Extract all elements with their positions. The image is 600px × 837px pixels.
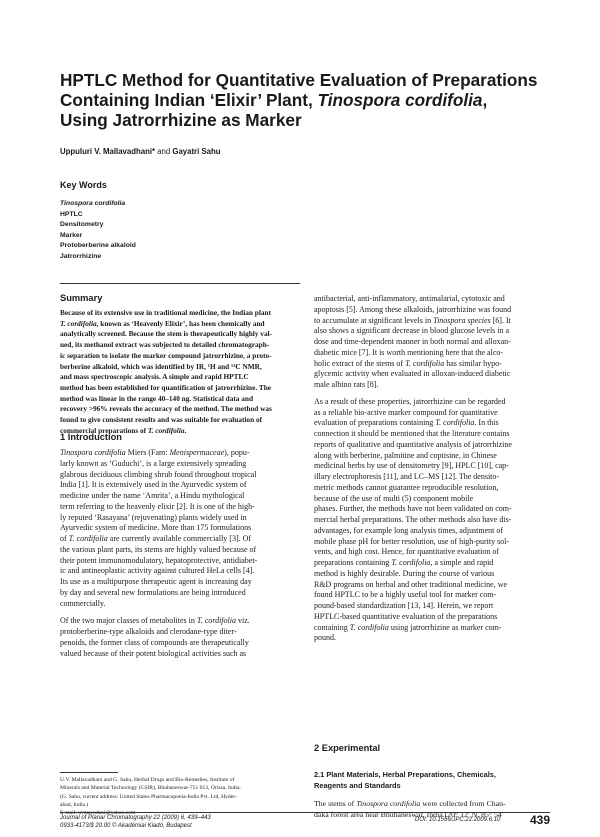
summary-line: berberine alkaloid, which was identified by IR, ¹H and ¹³C NMR, bbox=[60, 361, 262, 371]
subsection-heading-line: 2.1 Plant Materials, Herbal Preparations, Chemicals, bbox=[314, 770, 496, 779]
summary-line: method was linear in the range 40–140 ng. Statistical data and bbox=[60, 393, 254, 403]
summary-line: recovery >96% reveals the accuracy of the method. The method was bbox=[60, 404, 272, 414]
body-line: antibacterial, anti-inflammatory, antimalarial, cytotoxic and bbox=[314, 294, 505, 303]
body-line: pound. bbox=[314, 633, 336, 643]
summary-line: method has been established for quantification of jatrorrhizine. The bbox=[60, 382, 272, 392]
separator-rule bbox=[60, 283, 300, 284]
experimental-heading: 2 Experimental bbox=[314, 743, 381, 753]
title-line-2 bbox=[60, 90, 560, 110]
body-line: preparations containing T. cordifolia, a simple and rapid bbox=[314, 558, 494, 567]
intro-line: India [1]. It is extensively used in the Ayurvedic system of bbox=[60, 480, 247, 490]
body-line: HPTLC-based quantitative evaluation of the preparations bbox=[314, 611, 498, 621]
body-line: containing T. cordifolia using jatrorrhizine as marker com- bbox=[314, 622, 502, 632]
body-line: mobile phase pH for better resolution, use of high-purity sol- bbox=[314, 536, 510, 546]
footer-rule bbox=[60, 812, 550, 813]
affiliation-line: E-mail: uvmavadani@yahoo.com bbox=[60, 810, 136, 817]
summary-line: commercial preparations of T. cordifolia. bbox=[60, 425, 187, 435]
body-line: also shows a significant decrease in blood glucose levels in a bbox=[314, 326, 510, 336]
intro-line: Ayurvedic system of medicine. More than 175 formulations bbox=[60, 523, 252, 533]
intro-line: their potent immunomodulatory, hepatoprotective, antidiabet- bbox=[60, 555, 258, 565]
summary-line: analytically screened. Because the stem is therapeutically highly val- bbox=[60, 329, 273, 339]
author-list bbox=[60, 147, 220, 156]
affiliation-line: Minerals and Material Technology (CSIR), Bhubaneswar-751 013, Orissa, India. bbox=[60, 785, 241, 792]
journal-info bbox=[60, 814, 211, 830]
title-line-1: HPTLC Method for Quantitative Evaluation of Preparations bbox=[60, 70, 538, 90]
intro-line: ic and antineoplastic activity against cultured HeLa cells [4]. bbox=[60, 566, 255, 576]
body-line: connection it should be mentioned that the literature contains bbox=[314, 429, 510, 438]
author-separator: and bbox=[155, 147, 173, 156]
body-line: glycemic activity when evaluated in alloxan-induced diabetic bbox=[314, 369, 511, 379]
affiliation-line: (G. Sahu, current address: United States Pharmacopoeia-India Pvt. Ltd, Hyder- bbox=[60, 793, 237, 800]
body-line: evaluation of preparations containing T. cordifolia. In this bbox=[314, 418, 499, 428]
affiliation-line: abad, India.) bbox=[60, 801, 89, 808]
body-line: male albino rats [8]. bbox=[314, 380, 379, 389]
title-line-3: Using Jatrorrhizine as Marker bbox=[60, 110, 302, 130]
keyword-item: Densitometry bbox=[60, 221, 104, 228]
body-line: as a reliable bio-active marker compound for quantitative bbox=[314, 407, 498, 417]
body-line: advantages, for example long analysis times, adjustment of bbox=[314, 525, 504, 535]
intro-line: commercially. bbox=[60, 598, 106, 608]
footnote-rule bbox=[60, 772, 118, 773]
summary-line: ued, its methanol extract was subjected to detailed chromatograph- bbox=[60, 340, 270, 350]
body-line: holic extract of the stems of T. cordifolia has similar hypo- bbox=[314, 358, 502, 368]
page-number: 439 bbox=[530, 813, 551, 827]
body-line: illary electrophoresis [11], and LC–MS [12]. The densito- bbox=[314, 472, 500, 481]
title-species-name: Tinospora cordifolia bbox=[317, 90, 483, 110]
body-line: phases. Further, the methods have not been validated on com- bbox=[314, 504, 512, 514]
keyword-item: Jatrorrhizine bbox=[60, 252, 102, 260]
doi-text: DOI: 10.1556/JPC.22.2009.6.10 bbox=[415, 817, 501, 823]
body-line: method is highly desirable. During the course of various bbox=[314, 568, 495, 578]
summary-heading: Summary bbox=[60, 293, 103, 303]
keyword-item: HPTLC bbox=[60, 210, 83, 218]
intro-line: term referring to the heavenly elixir [2]. It is one of the high- bbox=[60, 501, 255, 511]
summary-line: ic separation to isolate the marker compound jatrorrhizine, a proto- bbox=[60, 350, 272, 360]
body-line: along with berberine, palmitine and coptisine, in Chinese bbox=[314, 450, 497, 460]
body-line: R&D programs on herbal and other traditional medicine, we bbox=[314, 579, 508, 589]
intro-line: of T. cordifolia are currently available commercially [3]. Of bbox=[60, 534, 252, 543]
article-title bbox=[60, 70, 560, 130]
introduction-heading: 1 Introduction bbox=[60, 432, 122, 442]
body-line: reports of qualitative and quantitative analysis of jatrorrhizine bbox=[314, 439, 512, 449]
body-line: apoptosis [5]. Among these alkaloids, jatrorrhizine was found bbox=[314, 304, 512, 314]
body-line: medicinal herbs by use of densitometry [9], HPLC [10], cap- bbox=[314, 461, 509, 471]
intro-line: penoids, the former class of compounds are therapeutically bbox=[60, 637, 249, 647]
intro-line: valued because of their potent biological activities such as bbox=[60, 648, 247, 658]
summary-line: found to give consistent results and was suitable for evaluation of bbox=[60, 415, 263, 425]
summary-line: and mass spectroscopic analysis. A simple and rapid HPTLC bbox=[60, 372, 249, 382]
body-line: mercial herbal preparations. The other methods also have dis- bbox=[314, 515, 512, 524]
body-line: because of the use of multi (5) component mobile bbox=[314, 493, 474, 503]
intro-line: ly reputed ‘Rasayana’ (rejuvenating) plants widely used in bbox=[60, 512, 247, 522]
keyword-item: Protoberberine alkaloid bbox=[60, 242, 136, 249]
intro-line: protoberberine-type alkaloids and clerodane-type diter- bbox=[60, 627, 237, 636]
author-1: Uppuluri V. Mallavadhani* bbox=[60, 147, 156, 156]
keyword-item: Marker bbox=[60, 231, 83, 239]
body-line: found HPTLC to be a highly useful tool for marker com- bbox=[314, 590, 497, 600]
body-line: daka forest area near Bhubaneswar, India (20° 12′ N, 85° 54′ bbox=[314, 809, 504, 819]
title-line-2-part-c: , bbox=[482, 90, 488, 110]
body-line: dose and time-dependent manner in both normal and alloxan- bbox=[314, 337, 511, 346]
keywords-heading: Key Words bbox=[60, 180, 107, 190]
right-column-text bbox=[314, 294, 550, 644]
subsection-heading-line: Reagents and Standards bbox=[314, 780, 401, 790]
intro-line: medicine under the name ‘Amrita’, a Hindu mythological bbox=[60, 491, 245, 500]
summary-line: Because of its extensive use in traditional medicine, the Indian plant bbox=[60, 308, 272, 317]
body-line: vents, and high cost. Hence, for quantitative evaluation of bbox=[314, 547, 500, 557]
intro-line: Its use as a multipurpose therapeutic agent is increasing day bbox=[60, 577, 252, 586]
subsection-heading bbox=[314, 770, 496, 791]
keyword-item: Tinospora cordifolia bbox=[60, 200, 126, 207]
intro-line: glabrous deciduous climbing shrub found throughout tropical bbox=[60, 469, 257, 479]
summary-text bbox=[60, 308, 300, 436]
body-line: to accumulate at significant levels in Tinospora species [6]. It bbox=[314, 315, 511, 325]
intro-line: the various plant parts, its stems are highly valued because of bbox=[60, 544, 257, 554]
intro-line: by day and several new formulations are being introduced bbox=[60, 587, 246, 597]
journal-copyright: 0933-4173/$ 20.00 © Akadémiai Kiadó, Budapest bbox=[60, 823, 192, 829]
body-line: As a result of these properties, jatrorrhizine can be regarded bbox=[314, 396, 506, 406]
intro-line: Tinospora cordifolia Miers (Fam: Menispermaceae), popu- bbox=[60, 448, 250, 457]
affiliation-line: U.V. Mallavadhani and G. Sahu, Herbal Drugs and Bio-Remedies, Institute of bbox=[60, 777, 235, 783]
journal-citation: Journal of Planar Chromatography 22 (2009) 6, 439–443 bbox=[60, 815, 211, 821]
body-line: metric methods cannot guarantee reproducible resolution, bbox=[314, 482, 499, 492]
body-line: pound-based standardization [13, 14]. Herein, we report bbox=[314, 601, 494, 610]
summary-line: T. cordifolia, known as ‘Heavenly Elixir’, has been chemically and bbox=[60, 318, 265, 328]
intro-line: larly known as ‘Guduchi’, is a large extensively spreading bbox=[60, 458, 247, 468]
author-2: Gayatri Sahu bbox=[172, 147, 221, 156]
body-line: diabetic mice [7]. It is worth mentioning here that the alco- bbox=[314, 347, 504, 357]
intro-line: Of the two major classes of metabolites in T. cordifolia viz. bbox=[60, 616, 250, 626]
body-line: The stems of Tinospora cordifolia were collected from Chan- bbox=[314, 799, 506, 808]
title-line-2-part-a: Containing Indian ‘Elixir’ Plant, bbox=[60, 90, 318, 110]
keywords-list bbox=[60, 199, 136, 262]
introduction-text bbox=[60, 448, 300, 659]
